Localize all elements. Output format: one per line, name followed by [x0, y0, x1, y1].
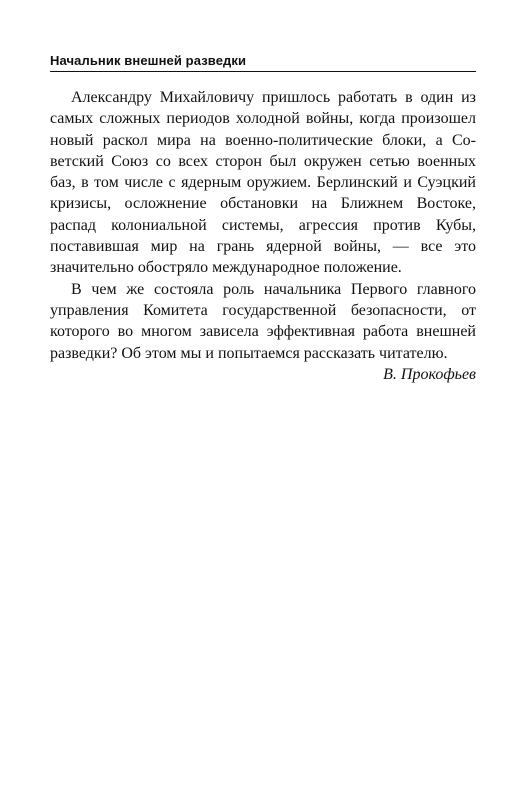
header-rule: [50, 71, 476, 72]
body-text: [50, 87, 476, 385]
paragraph-1: Александру Михайловичу пришлось работать в один из самых сложных периодов холодной войны, когда произошел новый раскол мира на военно-политические блоки, а Советский Союз со всех сторон был окружен сетью военных баз, в том числе с ядерным оружием. Берлинский и Суэцкий кризисы, осложнение обстановки на Ближнем Востоке, распад колониальной системы, агрессия против Кубы, поставившая мир на грань ядерной войны, — все это значительно обостряло международное положение.: [50, 89, 476, 277]
running-header-title: Начальник внешней разведки: [50, 53, 247, 68]
paragraph-2: В чем же состояла роль начальника Первого главного управления Комитета государственной безопасности, от которого во многом зависела эффективная работа внешней разведки? Об этом мы и попытаемся рассказать читателю.: [50, 280, 476, 362]
author-signature: В. Прокофьев: [383, 365, 476, 383]
